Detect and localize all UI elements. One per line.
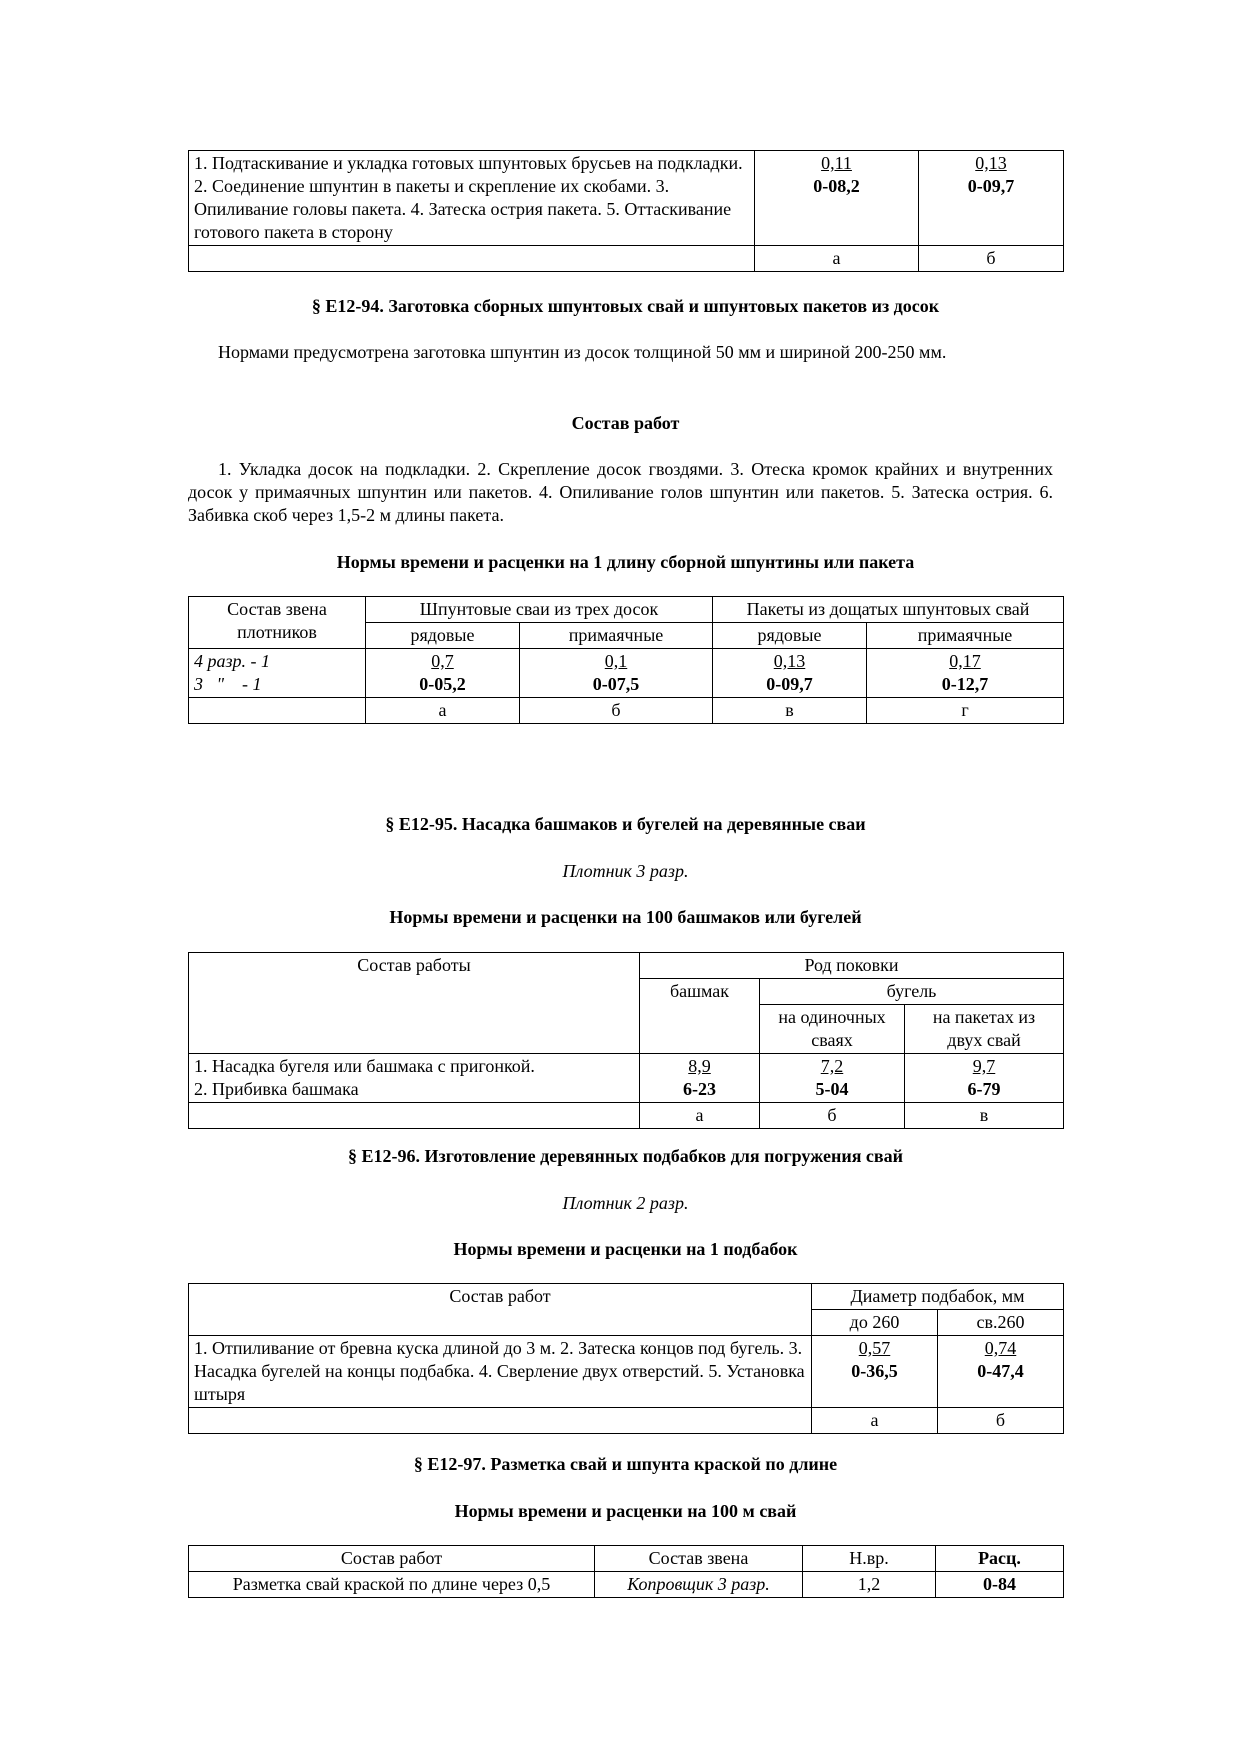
norm-cell-g [867, 649, 1064, 698]
norm-cell-a [812, 1336, 938, 1408]
column-letter: в [905, 1103, 1064, 1129]
intro-paragraph: Нормами предусмотрена заготовка шпунтин из досок толщиной 50 мм и шириной 200-250 мм. [218, 342, 947, 362]
header-forging: Род поковки [640, 953, 1064, 979]
section-heading-e12-97: § Е12-97. Разметка свай и шпунта краской по длине [413, 1454, 838, 1474]
work-description: 1. Отпиливание от бревна куска длиной до 3 м. 2. Затеска концов под бугель. 3. Насадка бугелей на концы подбабка. 4. Сверление двух отверстий. 5. Установка штыря [189, 1336, 812, 1408]
time-norm: 0,1 [604, 651, 628, 671]
rate-header: Расц. [936, 1546, 1064, 1572]
column-letter: б [919, 246, 1064, 272]
time-norm: 0,7 [431, 651, 454, 671]
header-single-piles: на одиночных сваях [760, 1005, 905, 1054]
table-e12-97 [188, 1545, 1064, 1598]
norms-heading: Нормы времени и расценки на 1 длину сборной шпунтины или пакета [336, 552, 915, 572]
table-e12-94 [188, 596, 1064, 724]
crew-header: Состав звена [595, 1546, 803, 1572]
rate: 0-08,2 [813, 176, 860, 196]
time-norm: 0,13 [773, 651, 806, 671]
column-letter: б [520, 698, 713, 724]
work-header: Состав работ [189, 1546, 595, 1572]
rate: 6-79 [967, 1079, 1001, 1099]
crew-cell: Копровщик 3 разр. [595, 1572, 803, 1598]
empty-cell [189, 246, 755, 272]
rate: 0-09,7 [967, 176, 1015, 196]
rate: 5-04 [815, 1079, 849, 1099]
norm-cell-b [760, 1054, 905, 1103]
time-norm: 0,17 [949, 651, 981, 671]
section-heading-e12-94: § Е12-94. Заготовка сборных шпунтовых свай и шпунтовых пакетов из досок [311, 296, 940, 316]
crew-header: Состав звена плотников [189, 597, 366, 649]
rate: 0-09,7 [766, 674, 813, 694]
norms-heading: Нормы времени и расценки на 1 подбабок [453, 1239, 798, 1259]
header-marker: примаячные [520, 623, 713, 649]
norms-heading: Нормы времени и расценки на 100 башмаков или бугелей [389, 907, 862, 927]
rate: 0-36,5 [851, 1361, 898, 1381]
column-letter: а [812, 1408, 938, 1434]
crew-cell: 4 разр. - 1 3 " - 1 [189, 649, 366, 698]
norm-cell-v [905, 1054, 1064, 1103]
time-norm: 8,9 [688, 1056, 711, 1076]
table-e12-95 [188, 952, 1064, 1129]
worker-grade: Плотник 3 разр. [562, 861, 689, 881]
composition-heading: Состав работ [571, 413, 680, 433]
rate: 0-84 [936, 1572, 1064, 1598]
work-description: 1. Подтаскивание и укладка готовых шпунтовых брусьев на подкладки. 2. Соединение шпунтин в пакеты и скрепление их скобами. 3. Опиливание головы пакета. 4. Затеска острия пакета. 5. Оттаскивание готового пакета в сторону [189, 151, 755, 246]
time-norm: 0,57 [858, 1338, 891, 1358]
norm-cell-a [755, 151, 919, 246]
empty-cell [189, 1408, 812, 1434]
time-norm: 0,11 [821, 153, 852, 173]
column-letter: а [640, 1103, 760, 1129]
norm-cell-a [640, 1054, 760, 1103]
header-marker: примаячные [867, 623, 1064, 649]
norm-cell-b [938, 1336, 1064, 1408]
composition-paragraph: 1. Укладка досок на подкладки. 2. Скрепление досок гвоздями. 3. Отеска кромок крайних и внутренних досок у примаячных шпунтин или пакетов. 4. Опиливание голов шпунтин или пакетов. 5. Затеска острия. 6. Забивка скоб через 1,5-2 м длины пакета. [188, 459, 1053, 525]
empty-cell [189, 1103, 640, 1129]
work-description: Разметка свай краской по длине через 0,5 [189, 1572, 595, 1598]
time-norm: 1,2 [803, 1572, 936, 1598]
header-pile-packets: на пакетах из двух свай [905, 1005, 1064, 1054]
rate: 0-12,7 [941, 674, 989, 694]
column-letter: г [867, 698, 1064, 724]
header-ordinary: рядовые [366, 623, 520, 649]
header-up-to-260: до 260 [812, 1310, 938, 1336]
norm-cell-b [919, 151, 1064, 246]
header-over-260: св.260 [938, 1310, 1064, 1336]
rate: 0-47,4 [977, 1361, 1024, 1381]
column-letter: а [755, 246, 919, 272]
column-letter: а [366, 698, 520, 724]
time-norm: 0,13 [975, 153, 1007, 173]
time-header: Н.вр. [803, 1546, 936, 1572]
column-letter: в [713, 698, 867, 724]
rate: 0-05,2 [419, 674, 466, 694]
header-packets: Пакеты из дощатых шпунтовых свай [713, 597, 1064, 623]
norms-heading: Нормы времени и расценки на 100 м свай [454, 1501, 797, 1521]
time-norm: 9,7 [972, 1056, 996, 1076]
table-packets-assembly [188, 150, 1064, 272]
section-heading-e12-96: § Е12-96. Изготовление деревянных подбабков для погружения свай [347, 1146, 904, 1166]
time-norm: 7,2 [820, 1056, 844, 1076]
norm-cell-a [366, 649, 520, 698]
work-header: Состав работ [189, 1284, 812, 1336]
norm-cell-v [713, 649, 867, 698]
norm-cell-b [520, 649, 713, 698]
empty-cell [189, 698, 366, 724]
work-header: Состав работы [189, 953, 640, 1054]
header-ordinary: рядовые [713, 623, 867, 649]
section-heading-e12-95: § Е12-95. Насадка башмаков и бугелей на деревянные сваи [385, 814, 866, 834]
rate: 0-07,5 [592, 674, 640, 694]
rate: 6-23 [683, 1079, 716, 1099]
table-e12-96 [188, 1283, 1064, 1434]
column-letter: б [760, 1103, 905, 1129]
worker-grade: Плотник 2 разр. [562, 1193, 689, 1213]
time-norm: 0,74 [984, 1338, 1017, 1358]
header-diameter: Диаметр подбабок, мм [812, 1284, 1064, 1310]
header-three-boards: Шпунтовые сваи из трех досок [366, 597, 713, 623]
header-shoe: башмак [640, 979, 760, 1054]
work-description: 1. Насадка бугеля или башмака с пригонкой. 2. Прибивка башмака [189, 1054, 640, 1103]
header-bugel: бугель [760, 979, 1064, 1005]
column-letter: б [938, 1408, 1064, 1434]
